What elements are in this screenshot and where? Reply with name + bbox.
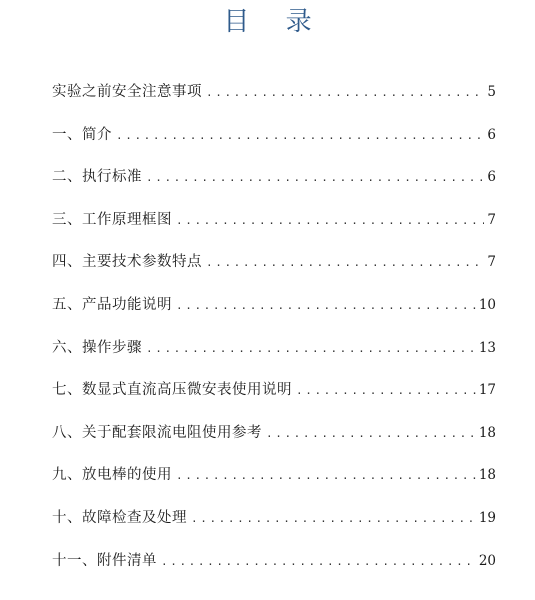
toc-entry-page-number: 13	[478, 339, 496, 356]
toc-entry[interactable]	[52, 74, 496, 117]
toc-entry[interactable]	[52, 244, 496, 287]
toc-entry[interactable]	[52, 117, 496, 160]
dot-leader	[191, 501, 476, 537]
toc-entry-page-number: 6	[487, 169, 496, 186]
toc-entry-label: 十一、附件清单	[52, 552, 157, 569]
toc-entry[interactable]	[52, 457, 496, 500]
toc-entry-page-number: 18	[478, 424, 496, 441]
dot-leader	[206, 245, 484, 281]
dot-leader	[296, 373, 476, 409]
toc-entry[interactable]	[52, 372, 496, 415]
dot-leader	[176, 458, 476, 494]
toc-entry-label: 实验之前安全注意事项	[52, 84, 202, 100]
toc-entry-label: 五、产品功能说明	[52, 296, 172, 313]
toc-entry-label: 九、放电棒的使用	[52, 467, 172, 484]
toc-entry-page-number: 19	[478, 509, 496, 526]
toc-entry[interactable]	[52, 287, 496, 330]
toc-entry[interactable]	[52, 159, 496, 202]
toc-entry-page-number: 18	[478, 467, 496, 484]
toc-entry-page-number: 17	[478, 382, 496, 399]
toc-entry[interactable]	[52, 202, 496, 245]
dot-leader	[266, 416, 476, 452]
toc-list	[52, 74, 496, 585]
toc-entry-label: 三、工作原理框图	[52, 211, 172, 228]
toc-entry-page-number: 7	[487, 211, 496, 228]
toc-entry[interactable]	[52, 543, 496, 586]
dot-leader	[161, 544, 476, 580]
toc-entry-label: 四、主要技术参数特点	[52, 254, 202, 271]
dot-leader	[176, 203, 484, 239]
toc-entry[interactable]	[52, 330, 496, 373]
toc-entry-label: 十、故障检查及处理	[52, 509, 187, 526]
toc-entry-page-number: 20	[478, 552, 496, 569]
dot-leader	[146, 331, 476, 367]
dot-leader	[146, 160, 484, 196]
toc-entry-label: 八、关于配套限流电阻使用参考	[52, 424, 262, 441]
toc-entry[interactable]	[52, 415, 496, 458]
toc-entry-label: 二、执行标准	[52, 169, 142, 186]
dot-leader	[206, 75, 484, 111]
toc-entry-label: 六、操作步骤	[52, 339, 142, 356]
toc-entry-page-number: 10	[478, 296, 496, 313]
toc-entry-page-number: 5	[487, 84, 496, 100]
toc-entry-page-number: 6	[487, 126, 496, 143]
dot-leader	[116, 118, 484, 154]
toc-entry-label: 一、简介	[52, 126, 112, 143]
toc-title: 目 录	[223, 7, 326, 37]
toc-entry[interactable]	[52, 500, 496, 543]
toc-entry-page-number: 7	[487, 254, 496, 271]
dot-leader	[176, 288, 476, 324]
toc-entry-label: 七、数显式直流高压微安表使用说明	[52, 382, 292, 399]
